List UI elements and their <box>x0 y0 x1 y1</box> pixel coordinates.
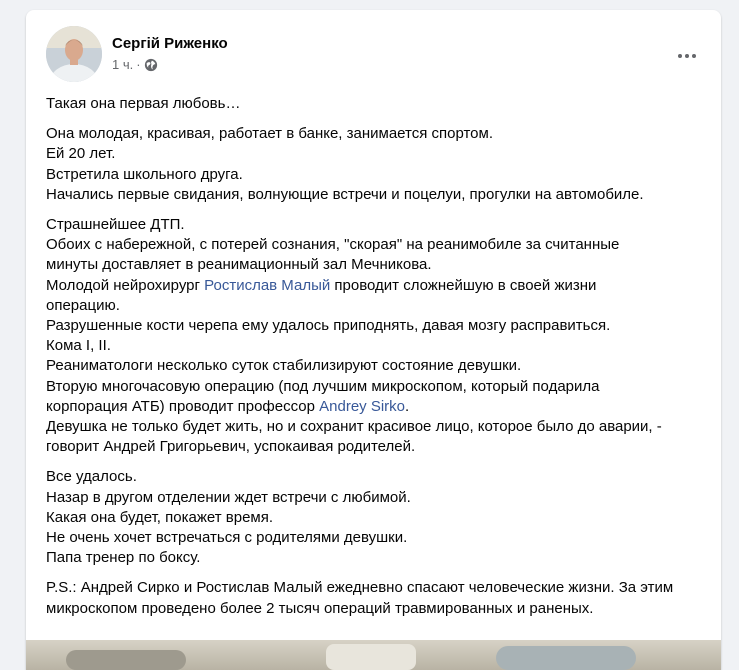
paragraph <box>46 124 706 205</box>
post-card <box>26 10 721 670</box>
text-line: Ей 20 лет. <box>46 145 116 163</box>
more-horizontal-icon <box>678 54 682 58</box>
text-segment: Молодой нейрохирург <box>46 276 205 294</box>
post-text <box>46 94 706 629</box>
text-line: Страшнейшее ДТП. <box>46 216 185 234</box>
text-line: P.S.: Андрей Сирко и Ростислав Малый ежедневно спасают человеческие жизни. За этим <box>46 579 674 597</box>
text-line: Разрушенные кости черепа ему удалось приподнять, давая мозгу расправиться. <box>46 317 611 335</box>
text-line: Какая она будет, покажет время. <box>46 508 274 526</box>
text-line <box>46 276 706 296</box>
mention-link-andrey-sirko[interactable]: Andrey Sirko <box>319 397 406 415</box>
paragraph <box>46 215 706 457</box>
text-line: Не очень хочет встречаться с родителями девушки. <box>46 529 408 547</box>
more-dot <box>692 54 696 58</box>
text-line: Вторую многочасовую операцию (под лучшим микроскопом, который подарила <box>46 377 600 395</box>
post-meta <box>112 34 228 74</box>
text-line: Такая она первая любовь… <box>46 95 241 112</box>
text-line: операцию. <box>46 296 120 314</box>
post-time[interactable]: 1 ч. <box>112 57 134 72</box>
text-line: Назар в другом отделении ждет встречи с любимой. <box>46 488 411 506</box>
separator-dot: · <box>136 57 141 72</box>
photo-detail <box>326 644 416 670</box>
post-photo[interactable] <box>26 640 721 670</box>
avatar[interactable] <box>46 26 102 82</box>
post-header <box>46 26 228 82</box>
text-line: Кома I, II. <box>46 337 111 355</box>
photo-detail <box>496 646 636 670</box>
text-line: минуты доставляет в реанимационный зал Мечникова. <box>46 256 432 274</box>
text-line: Встретила школьного друга. <box>46 165 243 183</box>
paragraph <box>46 578 706 618</box>
text-line: Папа тренер по боксу. <box>46 549 201 567</box>
author-name[interactable]: Сергій Риженко <box>112 35 228 52</box>
text-line: Реаниматологи несколько суток стабилизируют состояние девушки. <box>46 357 522 375</box>
text-segment: проводит сложнейшую в своей жизни <box>330 276 597 294</box>
post-subline <box>112 56 228 74</box>
photo-detail <box>66 650 186 670</box>
text-line: Начались первые свидания, волнующие встречи и поцелуи, прогулки на автомобиле. <box>46 185 644 203</box>
text-segment: корпорация АТБ) проводит профессор <box>46 397 320 415</box>
paragraph <box>46 467 706 568</box>
text-segment: . <box>405 397 410 415</box>
globe-icon[interactable] <box>144 58 158 72</box>
text-line: говорит Андрей Григорьевич, успокаивая родителей. <box>46 438 416 456</box>
paragraph <box>46 94 706 114</box>
text-line <box>46 397 706 417</box>
mention-link-rostislav[interactable]: Ростислав Малый <box>204 276 331 294</box>
text-line: Она молодая, красивая, работает в банке, занимается спортом. <box>46 125 494 143</box>
text-line: Девушка не только будет жить, но и сохранит красивое лицо, которое было до аварии, - <box>46 418 662 436</box>
text-line: Обоих с набережной, с потерей сознания, "скорая" на реанимобиле за считанные <box>46 236 620 254</box>
more-dot <box>685 54 689 58</box>
more-options-button[interactable] <box>669 38 705 74</box>
text-line: Все удалось. <box>46 468 137 486</box>
text-line: микроскопом проведено более 2 тысяч операций травмированных и раненых. <box>46 599 594 617</box>
